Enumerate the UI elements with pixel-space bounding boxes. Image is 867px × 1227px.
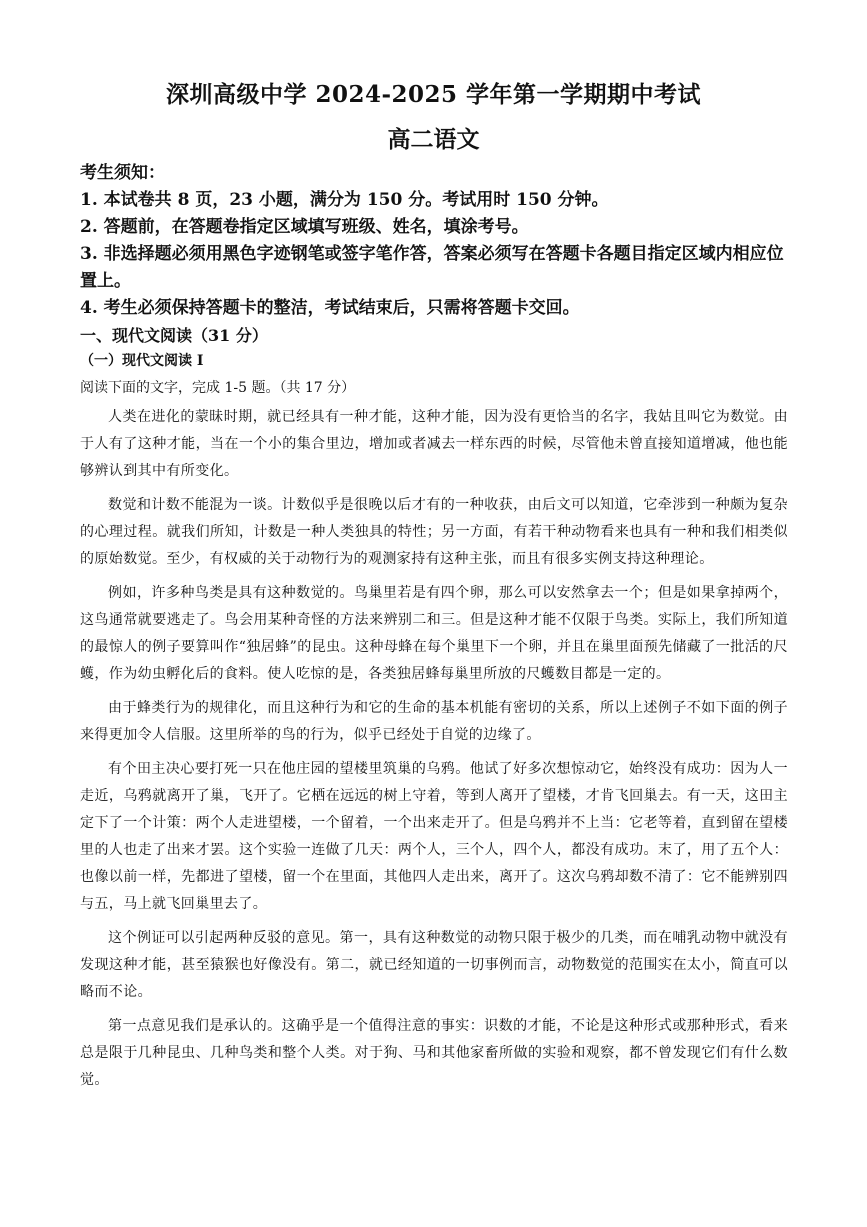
passage-paragraph: 有个田主决心要打死一只在他庄园的望楼里筑巢的乌鸦。他试了好多次想惊动它，始终没有成功：因为人一走近，乌鸦就离开了巢，飞开了。它栖在远远的树上守着，等到人离开了望楼，才肯飞回巢去。有一天，这田主定下了一个计策：两个人走进望楼，一个留着，一个出来走开了。但是乌鸦并不上当：它老等着，直到留在望楼里的人也走了出来才罢。这个实验一连做了几天：两个人，三个人，四个人，都没有成功。末了，用了五个人：也像以前一样，先都进了望楼，留一个在里面，其他四人走出来，离开了。这次乌鸦却数不清了：它不能辨别四与五，马上就飞回巢里去了。 [80, 761, 788, 912]
notice-heading: 考生须知： [80, 163, 165, 183]
passage-paragraph: 由于蜂类行为的规律化，而且这种行为和它的生命的基本机能有密切的关系，所以上述例子不如下面的例子来得更加令人信服。这里所举的鸟的行为，似乎已经处于自觉的边缘了。 [80, 700, 788, 743]
notice-item-4: 4. 考生必须保持答题卡的整洁，考试结束后，只需将答题卡交回。 [80, 298, 580, 318]
exam-title: 深圳高级中学 2024-2025 学年第一学期期中考试 [165, 81, 702, 108]
passage-paragraph: 例如，许多种鸟类是具有这种数觉的。鸟巢里若是有四个卵，那么可以安然拿去一个；但是如果拿掉两个，这鸟通常就要逃走了。鸟会用某种奇怪的方法来辨别二和三。但是这种才能不仅限于鸟类。实际上，我们所知道的最惊人的例子要算叫作“独居蜂”的昆虫。这种母蜂在每个巢里下一个卵，并且在巢里面预先储藏了一批活的尺蠖，作为幼虫孵化后的食料。使人吃惊的是，各类独居蜂每巢里所放的尺蠖数目都是一定的。 [80, 585, 788, 682]
reading-instruction: 阅读下面的文字，完成 1-5 题。（共 17 分） [80, 380, 356, 396]
section-heading: 一、现代文阅读（31 分） [80, 326, 268, 345]
passage-paragraph: 这个例证可以引起两种反驳的意见。第一，具有这种数觉的动物只限于极少的几类，而在哺乳动物中就没有发现这种才能，甚至猿猴也好像没有。第二，就已经知道的一切事例而言，动物数觉的范围实在太小，简直可以略而不论。 [80, 930, 788, 1000]
passage-paragraph: 人类在进化的蒙昧时期，就已经具有一种才能，这种才能，因为没有更恰当的名字，我姑且叫它为数觉。由于人有了这种才能，当在一个小的集合里边，增加或者减去一样东西的时候，尽管他未曾直接知道增减，他也能够辨认到其中有所变化。 [80, 409, 788, 479]
notice-item-3: 3. 非选择题必须用黑色字迹钢笔或签字笔作答，答案必须写在答题卡各题目指定区域内相应位置上。 [80, 244, 784, 291]
exam-subject: 高二语文 [387, 126, 480, 153]
notice-item-2: 2. 答题前，在答题卷指定区域填写班级、姓名，填涂考号。 [80, 217, 529, 237]
passage-paragraph: 第一点意见我们是承认的。这确乎是一个值得注意的事实：识数的才能，不论是这种形式或那种形式，看来总是限于几种昆虫、几种鸟类和整个人类。对于狗、马和其他家畜所做的实验和观察，都不曾发现它们有什么数觉。 [80, 1018, 788, 1088]
reading-passage [80, 404, 788, 1101]
subsection-heading: （一）现代文阅读 I [80, 353, 204, 369]
notice-item-1: 1. 本试卷共 8 页，23 小题，满分为 150 分。考试用时 150 分钟。 [80, 190, 609, 210]
candidate-notice [80, 160, 790, 322]
passage-paragraph: 数觉和计数不能混为一谈。计数似乎是很晚以后才有的一种收获，由后文可以知道，它牵涉到一种颇为复杂的心理过程。就我们所知，计数是一种人类独具的特性；另一方面，有若干种动物看来也具有一种和我们相类似的原始数觉。至少，有权威的关于动物行为的观测家持有这种主张，而且有很多实例支持这种理论。 [80, 497, 788, 567]
